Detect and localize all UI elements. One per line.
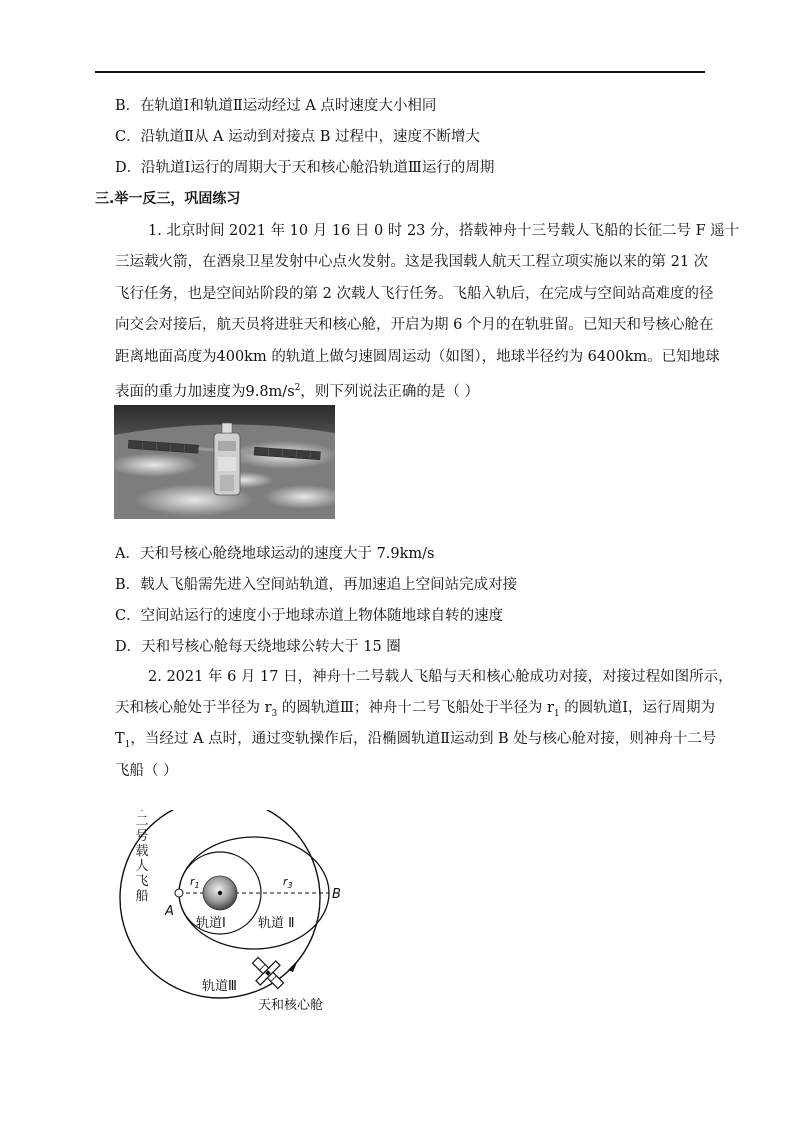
q1-line-3: 飞行任务，也是空间站阶段的第 2 次载人飞行任务。飞船入轨后，在完成与空间站高难度的径 xyxy=(115,286,714,302)
q2-r3-subscript: 3 xyxy=(271,708,278,719)
q1-option-b: B．载人飞船需先进入空间站轨道，再加速追上空间站完成对接 xyxy=(115,577,518,593)
space-station-photo-art xyxy=(114,405,335,519)
space-station-photo xyxy=(114,405,335,519)
q2-line-3 xyxy=(115,729,716,755)
q2-r1-subscript: 1 xyxy=(553,708,560,719)
q1-line-4: 向交会对接后，航天员将进驻天和核心舱，开启为期 6 个月的在轨驻留。已知天和号核心舱在 xyxy=(115,317,714,333)
q1-line-6-prefix: 表面的重力加速度为9.8m/s xyxy=(115,383,295,400)
q2-line-2 xyxy=(115,698,715,724)
orbit-diagram-svg xyxy=(110,810,350,1020)
orbit-2-label: 轨道 Ⅱ xyxy=(258,916,295,931)
point-b-label: B xyxy=(332,887,341,902)
prev-option-b: B．在轨道Ⅰ和轨道Ⅱ运动经过 A 点时速度大小相同 xyxy=(115,98,437,114)
section-heading: 三.举一反三，巩固练习 xyxy=(95,191,241,207)
q1-line-2: 三运载火箭，在酒泉卫星发射中心点火发射。这是我国载人航天工程立项实施以来的第 21 次 xyxy=(115,254,709,270)
space-station-icon xyxy=(245,950,290,995)
q2-line-2-a: 天和核心舱处于半径为 r xyxy=(115,700,272,716)
orbit-diagram xyxy=(110,810,350,1020)
orbit-1-label: 轨道Ⅰ xyxy=(196,916,226,931)
q1-line-1: 1. 北京时间 2021 年 10 月 16 日 0 时 23 分，搭载神舟十三号载人飞船的长征二号 F 遥十 xyxy=(148,223,740,239)
prev-option-c: C．沿轨道Ⅱ从 A 运动到对接点 B 过程中，速度不断增大 xyxy=(115,129,481,145)
q1-unit-exponent: 2 xyxy=(294,383,301,393)
q1-option-a: A．天和号核心舱绕地球运动的速度大于 7.9km/s xyxy=(115,546,435,562)
earth-center-dot xyxy=(218,891,222,895)
direction-arrow-icon xyxy=(288,960,298,972)
q2-t1-subscript: 1 xyxy=(124,739,131,750)
station-label: 天和核心舱 xyxy=(258,998,324,1013)
q2-line-1: 2. 2021 年 6 月 17 日，神舟十二号载人飞船与天和核心舱成功对接，对接过程如图所示， xyxy=(148,669,733,685)
prev-option-d: D．沿轨道Ⅰ运行的周期大于天和核心舱沿轨道Ⅲ运行的周期 xyxy=(115,160,495,176)
orbit-3-label: 轨道Ⅲ xyxy=(202,979,237,994)
r3-label: $r_3$ xyxy=(283,875,293,890)
q2-line-2-c: 的圆轨道Ⅰ，运行周期为 xyxy=(559,700,715,716)
ship-vertical-label: 神州十二号载人飞船 xyxy=(132,810,148,904)
q1-line-6-suffix: ，则下列说法正确的是（ ） xyxy=(300,383,479,400)
q1-line-6 xyxy=(115,378,479,402)
q1-option-d: D．天和号核心舱每天绕地球公转大于 15 圈 xyxy=(115,639,401,655)
q1-option-c: C．空间站运行的速度小于地球赤道上物体随地球自转的速度 xyxy=(115,608,504,624)
q1-line-5: 距离地面高度为400km 的轨道上做匀速圆周运动（如图），地球半径约为 6400km。已知地球 xyxy=(115,349,720,365)
q2-line-3-a: T xyxy=(115,731,125,747)
q2-line-3-b: ，当经过 A 点时，通过变轨操作后，沿椭圆轨道Ⅱ运动到 B 处与核心舱对接，则神舟十二号 xyxy=(130,731,717,747)
ship-marker xyxy=(175,889,183,897)
point-a-label: A xyxy=(165,904,174,919)
header-rule xyxy=(95,71,705,73)
q2-line-2-b: 的圆轨道Ⅲ；神舟十二号飞船处于半径为 r xyxy=(277,700,554,716)
r1-label: $r_1$ xyxy=(190,875,200,890)
q2-line-4: 飞船（ ） xyxy=(115,763,178,779)
